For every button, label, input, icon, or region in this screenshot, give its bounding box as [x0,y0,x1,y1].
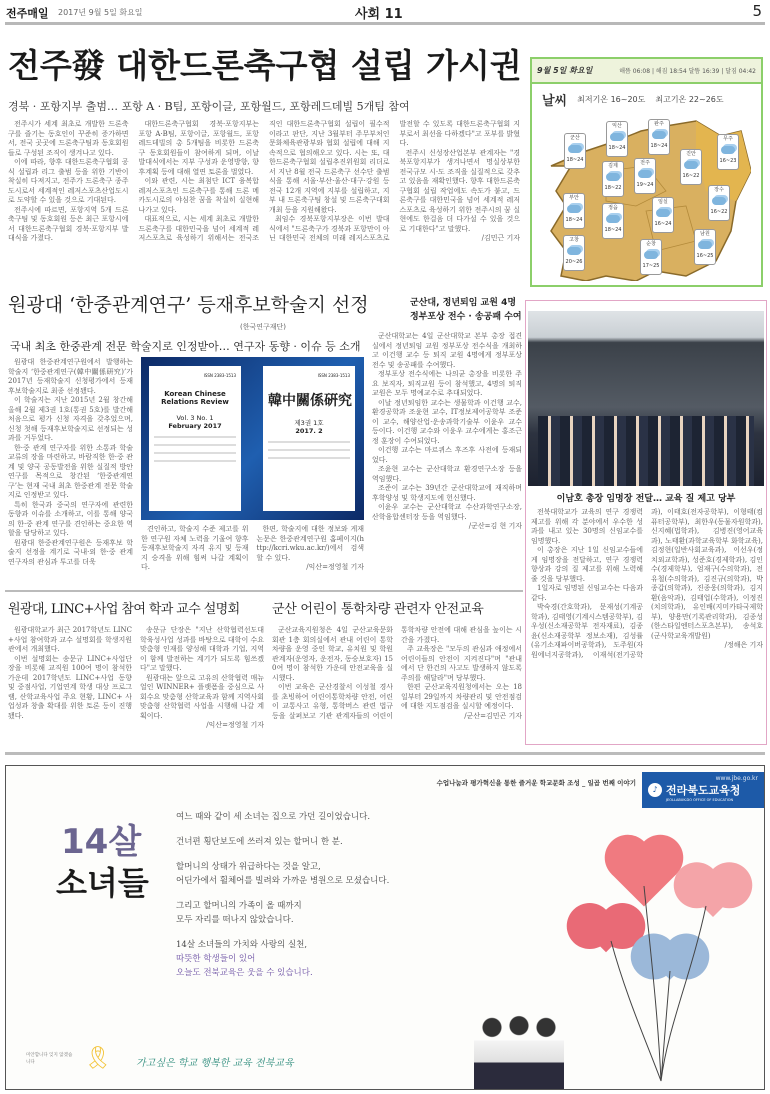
lead-subheadline: 경북 · 포항지부 출범… 포항 A · B팀, 포항이글, 포항월드, 포항레드데빌 5개팀 참여 [8,100,410,113]
ad-url: www.jbe.go.kr [715,775,758,782]
page-number: 5 [752,2,762,20]
low-temp: 최저기온 16~20도 [577,95,646,104]
kunsan-article [372,332,522,532]
students-photo [474,1001,564,1089]
paragraph: 원광대는 앞으로 고유의 산학협력 매뉴얼인 WINNER+ 플랫폼을 중심으로 사회수요 맞춤형 산학교육과 함께 지역사회 맞춤형 산학협력 사업을 시행해 나갈 계획이다. [140,673,264,720]
paragraph: 조준이 교수는 39년간 군산대학교에 재직하며 후학양성 및 학생지도에 헌신했다. [372,484,522,502]
lead-article-body [8,120,520,244]
weather-city: 임실 16~24 [652,197,674,233]
paragraph: 전주시가 세계 최초로 개발한 드론축구를 즐기는 동호인이 꾸준히 증가하면서, 전국 곳곳에 드론축구팀과 동호회원들로 구성된 조직이 생겨나고 있다. [8,120,129,157]
paragraph: 이번 설명회는 송문규 LINC+사업단장을 비롯해 교직원 100여 명이 참석한 가운데 2017학년도 LINC+사업 동향 및 중점사업, 기업연계 학생 대상 프로그램, 산학교육사업 주요 현황, LINC+ 사업성과 창출 확대를 위한 토론 등이 진행됐다. [8,654,132,720]
cloudy-icon [721,146,735,154]
kunsan-subheadline: 정부포상 전수 · 송공패 수여 [410,312,522,322]
weather-map [546,111,751,281]
weather-city: 장수 16~22 [708,185,730,221]
newspaper-name: 전주매일 [6,7,49,20]
weather-city: 부안 18~24 [563,193,585,229]
weather-city: 익산 18~24 [606,121,628,157]
safety-article-body [272,626,522,721]
kunsan-headline: 군산대, 정년퇴임 교원 4명 [410,298,517,308]
cloudy-icon [652,131,666,139]
education-office-ad [5,765,765,1090]
sun-moon-times: 해뜸 06:08 | 해짐 18:54 달뜸 16:39 | 달짐 04:42 [619,68,756,75]
cloudy-icon [610,133,624,141]
wku-headline: 원광대 ‘한중관계연구’ 등재후보학술지 선정 [8,294,369,316]
linc-article-body [8,626,264,731]
ad-copy [176,810,389,991]
paragraph: 대한드론축구협회 경북·포항지부는 포항 A·B팀, 포항이글, 포항월드, 포항레드데빌의 총 5개팀을 비롯한 드론축구 동호회원들이 참여하게 되며, 이날 발대식에서는 지부 구성과 운영방향, 향후계획 등에 대해 열띤 토론을 벌였다. [138,120,259,176]
cloudy-icon [644,251,658,259]
ad-org-english: JEOLLABUK-DO OFFICE OF EDUCATION [666,798,734,802]
header-rule [5,22,765,25]
paragraph: 전주시 신성장산업본부 관계자는 "경북포항지부가 생겨나면서 명실상부한 전국규모 시·도 조직을 실질적으로 갖추고 있음을 재확인했다. 향후 대한드론축구협회 설립 작업에도 속도가 붙고, 드론축구를 대한민국을 넘어 세계적 레저스포츠로 육성하기 위한 전주시의 꿈 실현에도 한걸음 더 다가설 수 있을 것으로 기대한다"고 말했다. [399,148,520,233]
jbnu-article-body [531,508,763,660]
weather-date: 9월 5일 화요일 [537,66,593,75]
safety-headline: 군산 어린이 통학차량 관련자 안전교육 [272,602,484,617]
paragraph: 전주시에 따르면, 포항지역 5개 드론축구팀 및 동호회원 등은 최근 포항시에서 대한드론축구협회 경북·포항지부 발대식을 가졌다. [8,205,129,242]
paragraph: 송문규 단장은 "지난 산학협력선도대학육성사업 성과를 바탕으로 대학이 수요 맞춤형 인재를 양성해 대학과 기업, 지역이 함께 발전하는 계기가 되도록 힘쓰겠다"고 말했다. [140,626,264,672]
paragraph: 전북대학교가 교육의 연구 경쟁력 제고를 위해 각 분야에서 우수한 성과를 내고 있는 30명의 신임교수를 임명했다. [531,508,643,545]
weather-city: 전주 19~24 [634,158,656,194]
high-temp: 최고기온 22~26도 [655,95,724,104]
cloudy-icon [606,173,620,181]
section-name: 사회 11 [355,7,403,22]
byline: /김민근 기자 [481,234,520,242]
paragraph: 1일자로 임명된 신임교수는 다음과 같다. [531,584,643,602]
cloudy-icon [638,170,652,178]
ad-line: 14살 소녀들의 가치와 사랑의 실천, [176,940,308,950]
paragraph: 대표적으로, 시는 세계 최초로 개발한 드론축구를 대한민국을 넘어 세계적 레저스포츠로 육성하기 위해서는 전국조직인 대한드론축구협회 설립이 필수적이라고 판단, 지난 3월부터 주무부처인 문화체육관광부와 협회 설립에 대해 지속적으로 협의해오고 있다. 시는 또, 대한드론축구협회 설립추진위원회 리더로서 지난 8월 전국 드론축구 선수단 출범식을 통해 서울·부산·울산·대구·강원 등 전국 12개 지역에 지부를 설립하고, 지부 내 드론축구팀 창설 및 드론축구대회 개최 등을 지원해왔다. [138,120,390,242]
ad-line: 그리고 할머니의 가족이 올 때까지 [176,901,302,911]
paragraph: 견인하고, 학술지 수준 제고를 위한 연구원 자체 노력을 기울여 향후 등재후보학술지 자격 유지 및 등재지 승격을 위해 힘써 나갈 계획이다. [141,525,249,571]
paragraph: 이 총장은 지난 1일 신임교수들에게 임명장을 전달하고, 연구 경쟁력 향상과 강의 질 제고를 위해 노력해 줄 것을 당부했다. [531,546,643,583]
paragraph: 한·중 관계 연구자를 위한 소통과 학술 교류의 장을 마련하고, 바람직한 한·중 관계 및 양국 공동발전을 위한 실질적 방안 연구를 목적으로 창간된 ‘한중관계연구’는 현재 국내 최초 한중관계 전문 학술지로 인정받고 있다. [8,443,133,499]
journal-cover-photo [141,357,364,520]
paragraph: 한편 군산교육지원청에서는 오는 18일부터 29일까지 차량관리 및 안전점검에 대한 지도점검을 실시할 예정이다. [401,683,522,710]
ad-slogan: 가고싶은 학교 행복한 교육 전북교육 [136,1058,294,1069]
ad-line: 여느 때와 같이 세 소녀는 집으로 가던 길이었습니다. [176,812,371,822]
paragraph: 한편, 학술지에 대한 정보와 게재 논문은 한중관계연구원 홈페이지(http://kcri.wku.ac.kr/)에서 검색할 수 있다. [256,525,364,562]
paragraph: 이에 따라, 향후 대한드론축구협회 공식 설립과 리그 출범 등을 위한 기반이 착실히 다져지고, 전주가 드론축구 종주도시로서 세계적인 레저스포츠산업도시로 도약할 수 있을 것으로 기대된다. [8,158,129,204]
byline: /익산=정영철 기자 [206,721,264,729]
paragraph: 원광대 한중관계연구원에서 발행하는 학술지 ‘한중관계연구(韓中關係硏究)’가 2017년 등재학술지 신청평가에서 등재후보학술지로 최종 선정됐다. [8,358,133,395]
cloudy-icon [568,145,582,153]
paragraph: 최임수 경북포항지부장은 이번 발대식에서 "드론축구가 경북과 포항만이 아닌 대한민국 전체의 미래 레저스포츠로 발전할 수 있도록 대한드론축구협회 지부로서 최선을 다하겠다"고 포부를 밝혔다. [269,120,520,242]
ribbon-caption: 미안합니다 잊지 않겠습니다 [26,1053,73,1065]
paragraph: 정부포상 전수식에는 나의균 총장을 비롯한 주요 보직자, 퇴직교원 등이 참석했고, 4명의 퇴직교원은 모두 명예교수로 추대되었다. [372,370,522,397]
wku-subheadline: 국내 최초 한중관계 전문 학술지로 인정받아… 연구자 동향 · 이슈 등 소개 [10,340,361,353]
wku-article-body [8,358,133,567]
paragraph: 이번 교육은 군산경찰서 이성철 경사를 초빙하여 어린이통학차량 안전, 어린이 교통사고 유형, 통학버스 관련 법규 등을 살펴보고 기관 관계자들의 어린이 통학차량 안전에 대해 관심을 높이는 시간을 가졌다. [272,626,522,720]
cloudy-icon [606,215,620,223]
section-divider [5,590,523,592]
issue-date: 2017년 9월 5일 화요일 [58,8,143,17]
weather-city: 남원 16~25 [694,229,716,265]
ad-line: 어딘가에서 휠체어를 빌려와 가까운 병원으로 모셨습니다. [176,876,390,886]
cloudy-icon [656,209,670,217]
ad-line: 모두 자리를 떠나지 않았습니다. [176,915,294,925]
paragraph: 이 학술지는 지난 2015년 2월 창간해 올해 2월 제3권 1호(통권 5호)를 발간해 처음으로 평가 신청 자격을 갖추었으며, 신청 첫해 등재후보학술지로 선정되는 성과를 거두었다. [8,396,133,442]
weather-city: 무주 16~23 [717,134,739,170]
paragraph: 원광대학교가 최근 2017학년도 LINC+사업 참여학과 교수 설명회를 학생지원관에서 개최했다. [8,626,132,653]
ad-line: 할머니의 상태가 위급하다는 것을 알고, [176,862,321,872]
paragraph: 주 교육장은 "모두의 관심과 애정에서 어린이들의 안전이 지켜진다"며 "관내에서 단 한건의 사고도 발생하지 않도록 주의를 해달라"며 당부했다. [401,645,522,682]
paragraph: 박숙경(간호학과), 문재성(기계공학과), 김태영(기계시스템공학부), 김우성(신소재공학부 전자재료), 김종윤(신소재공학부 정보소재), 김성률(유기소재파이버공학과), 도주원(자원에너지공학과), 이재석(전기공학과), 이태호(전자공학부), 이형태(컴퓨터공학부), 최한우(동물자원학과), 신지혜(법학과), 김병진(영어교육과), 노태환(과학교육학부 화학교육), 김정현(일반사회교육과), 이선우(정치외교학과), 성준호(경제학과), 김인수(경제학부), 엄재구(수의학과), 전유철(수의학과), 김진규(의학과), 박종갑(의학과), 진종웅(의학과), 김지환(음악과), 김태업(수학과), 이정진(치의학과), 유인배(지미카타국제학부), 양용만(기록관리학과), 김종성(한스타일엔터스포츠본부), 송석호(군사학교육개발원) [531,508,763,659]
paragraph: 이윤우 교수는 군산대학교 수산과학연구소장, 산학융합센터장 등을 역임했다. [372,503,522,521]
cloudy-icon [712,197,726,205]
weather-city: 진안 16~22 [680,149,702,185]
wku-article-continued [141,525,364,573]
byline: /군산=김민곤 기자 [464,711,522,720]
journal-cover-korean: ISSN 2383-1513 韓中關係硏究 제3권 1호 2017. 2 [263,366,355,511]
paragraph: 조윤현 교수는 군산대학교 환경연구소장 등을 역임했다. [372,465,522,483]
kunsan-heading [410,296,522,324]
weather-city: 순창 17~25 [640,239,662,275]
lead-headline: 전주發 대한드론축구협 설립 가시권 [8,46,522,85]
jbnu-article-box [525,300,767,745]
paragraph: 군산교육지원청은 4일 군산교육문화회관 1층 회의실에서 관내 어린이 통학차량을 운영 중인 학교, 유치원 및 학원 관계자(운영자, 운전자, 동승보호자) 150여 명이 참석한 가운데 안전교육을 실시했다. [272,626,393,682]
weather-city: 군산 18~24 [564,133,586,169]
cloudy-icon [567,205,581,213]
paragraph: 이날 정년퇴임한 교수는 생물학과 이건행 교수, 환경공학과 조윤현 교수, IT정보제어공학부 조준이 교수, 해양산업·운송과학기술부 이윤우 교수 등이다. 이건행 교수와 이윤우 교수에게는 홍조근정 훈장이 수여되었다. [372,398,522,445]
ad-line: 따뜻한 학생들이 있어 [176,954,256,964]
wku-source: (한국연구재단) [240,323,287,331]
paragraph: 특히 한국과 중국의 연구자에 관련한 동향과 이슈를 소개하고, 이를 통해 양국의 한·중 관계 연구를 견인하는 중요한 역할을 담당하고 있다. [8,500,133,537]
byline: /정해은 기자 [724,641,763,649]
paragraph: 이건행 교수는 마르퀴스 후즈후 사전에 등재되었다. [372,446,522,464]
ad-org-name: 전라북도교육청 [666,784,741,797]
weather-city: 고창 20~26 [563,235,585,271]
linc-headline: 원광대, LINC+사업 참여 학과 교수 설명회 [8,602,240,617]
group-photo [528,311,764,486]
ad-line: 오늘도 전북교육은 웃을 수 있습니다. [176,968,313,978]
ad-logo [642,772,764,808]
byline: /익산=정영철 기자 [306,563,364,571]
balloon-strings [606,866,716,1086]
weather-box [530,57,763,287]
weather-city: 완주 18~24 [648,119,670,155]
weather-title: 날씨 [542,94,568,109]
weather-city: 정읍 18~24 [602,203,624,239]
ad-title-girls: 소녀들 [56,864,149,902]
jbnu-headline: 이남호 총장 임명장 전달… 교육 질 제고 당부 [556,494,736,504]
cloudy-icon [684,161,698,169]
ad-divider [5,752,765,755]
weather-header [532,59,761,84]
weather-city: 김제 18~22 [602,161,624,197]
ad-tagline: 수업나눔과 평가혁신을 통한 즐거운 학교문화 조성 _ 일곱 번째 이야기 [436,779,636,787]
byline: /군산=김 현 기자 [468,522,522,530]
yellow-ribbon-icon: 🎗 [84,1046,112,1071]
paragraph: 군산대학교는 4일 군산대학교 본부 총장 접견실에서 정년퇴임 교원 정부포상 전수식을 개최하고 이건행 교수 등 퇴직 교원 4명에게 정부포상 전수 및 송공패를 수여했다. [372,332,522,369]
ad-title-age: 14살 [61,822,142,862]
paragraph: 원광대 한중관계연구원은 등재후보 학술지 선정을 계기로 국내·외 한·중 관계 연구자의 관심과 투고를 더욱 [8,538,133,566]
cloudy-icon [567,247,581,255]
cloudy-icon [698,241,712,249]
journal-cover-english: ISSN 2383-1513 Korean Chinese Relations Review Vol. 3 No. 1 February 2017 [149,366,241,511]
paragraph: 이와 관련, 시는 최첨단 ICT 융복합 레저스포츠인 드론축구를 통해 드론 메카도시로의 야심찬 꿈을 착실히 실현해나가고 있다. [138,177,259,214]
emblem-icon: ♪ [648,783,662,797]
ad-line: 건너편 횡단보도에 쓰러져 있는 할머니 한 분. [176,837,343,847]
